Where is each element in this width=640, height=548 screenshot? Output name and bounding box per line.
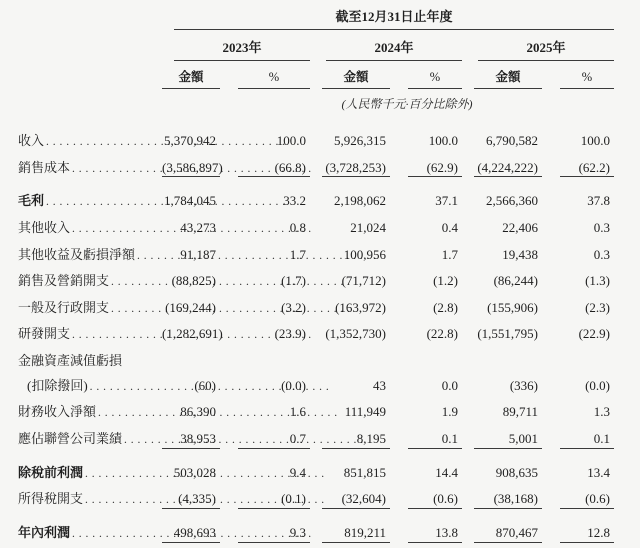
amount-cell: 5,926,315 xyxy=(334,133,386,148)
row-end-spacer xyxy=(614,454,640,487)
amount-cell: (336) xyxy=(509,377,538,393)
amount-cell: 8,195 xyxy=(310,426,390,454)
percent-cell: (1.3) xyxy=(585,273,611,289)
row-end-spacer xyxy=(614,215,640,242)
table-row xyxy=(0,155,640,183)
amount-cell: 43 xyxy=(373,377,386,393)
percent-cell xyxy=(390,348,462,373)
percent-cell: 1.7 xyxy=(289,246,306,262)
table-body xyxy=(0,128,640,548)
dot-leader xyxy=(137,248,377,262)
percent-cell: (0.6) xyxy=(390,486,462,514)
percent-cell: (0.6) xyxy=(542,486,614,514)
year-header-2023 xyxy=(150,30,310,61)
amount-cell: (71,712) xyxy=(341,273,386,289)
amount-cell: 2,566,360 xyxy=(486,193,538,209)
percent-cell: (62.9) xyxy=(390,155,462,183)
percent-cell: 0.1 xyxy=(390,426,462,454)
row-label: 除稅前利潤 . . . xyxy=(0,454,150,485)
row-end-spacer xyxy=(614,128,640,155)
amount-cell xyxy=(150,348,220,373)
percent-cell: 13.8 xyxy=(390,514,462,548)
amount-cell: 870,467 xyxy=(462,514,542,548)
amount-cell: (86,244) xyxy=(493,273,538,289)
year-header-2024 xyxy=(310,30,462,61)
amount-cell: (38,168) xyxy=(462,486,542,514)
amount-cell: 89,711 xyxy=(502,404,538,420)
percent-cell: 12.8 xyxy=(542,514,614,548)
table-row xyxy=(0,182,640,215)
amount-cell: (155,906) xyxy=(487,299,538,315)
row-label: 應佔聯營公司業績 . . . xyxy=(0,426,150,451)
amount-cell xyxy=(462,348,542,373)
income-statement-table xyxy=(0,2,640,548)
row-label: 研發開支 . . . xyxy=(0,321,150,346)
amount-cell: 819,211 xyxy=(310,514,390,548)
row-end-spacer xyxy=(614,155,640,183)
percent-cell: (0.0) xyxy=(585,377,611,393)
row-label: 銷售成本 . . . xyxy=(0,155,150,180)
year-label: 2023年 xyxy=(222,40,262,55)
amount-cell: 43,273 xyxy=(180,219,216,235)
period-header xyxy=(150,2,614,30)
row-label: 金融資產減值虧損 xyxy=(18,353,123,369)
percent-column-header: % xyxy=(390,61,462,89)
table-row xyxy=(0,348,640,373)
amount-cell: 5,001 xyxy=(462,426,542,454)
percent-cell: (66.8) xyxy=(220,155,310,183)
amount-cell: (88,825) xyxy=(171,273,216,289)
table-row xyxy=(0,215,640,242)
amount-cell: 2,198,062 xyxy=(334,193,386,209)
row-label: 收入 . . . xyxy=(0,128,150,153)
amount-cell: (3,586,897) xyxy=(150,155,220,183)
percent-cell: 100.0 xyxy=(276,133,306,148)
amount-cell: 100,956 xyxy=(343,246,386,262)
percent-cell: (23.9) xyxy=(274,326,306,342)
row-end-spacer xyxy=(614,295,640,322)
percent-cell: 37.1 xyxy=(435,193,458,209)
row-label: 年內利潤 . . . xyxy=(0,514,150,545)
percent-column-header: % xyxy=(220,61,310,89)
row-label: 銷售及營銷開支 . . . xyxy=(0,268,150,293)
percent-cell: 100.0 xyxy=(428,133,458,148)
period-header-row xyxy=(0,2,640,30)
row-end-spacer xyxy=(614,268,640,295)
amount-cell: (60) xyxy=(194,377,216,393)
row-label: 財務收入淨額 . . . xyxy=(0,399,150,424)
amount-cell: 19,438 xyxy=(502,246,538,262)
row-label: (扣除撥回) . . . xyxy=(0,373,150,398)
row-end-spacer xyxy=(614,321,640,348)
amount-cell: 498,693 xyxy=(150,514,220,548)
table-row xyxy=(0,242,640,269)
percent-cell: (0.0) xyxy=(281,377,306,393)
percent-cell: (1.7) xyxy=(281,273,306,289)
row-end-spacer xyxy=(614,242,640,269)
row-label: 毛利 . . . xyxy=(0,182,150,213)
row-label: 一般及行政開支 . . . xyxy=(0,295,150,320)
percent-cell: (1.2) xyxy=(433,273,458,289)
amount-cell: 1,784,045 xyxy=(164,193,216,209)
percent-cell: 0.4 xyxy=(441,219,458,235)
amount-cell: (4,335) xyxy=(150,486,220,514)
table-row xyxy=(0,454,640,487)
column-header-row xyxy=(0,61,640,89)
percent-cell: 0.3 xyxy=(593,246,611,262)
percent-cell: (3.2) xyxy=(281,299,306,315)
dot-leader xyxy=(124,432,364,446)
amount-cell: 86,390 xyxy=(180,404,216,420)
amount-column-header: 金額 xyxy=(462,61,542,89)
percent-cell: 33.2 xyxy=(283,193,306,209)
percent-cell: 1.9 xyxy=(441,404,458,420)
row-end-spacer xyxy=(614,514,640,548)
amount-cell: 21,024 xyxy=(350,219,386,235)
period-header-label: 截至12月31日止年度 xyxy=(335,9,453,24)
amount-cell: (32,604) xyxy=(310,486,390,514)
percent-cell: (0.1) xyxy=(220,486,310,514)
percent-cell: (62.2) xyxy=(542,155,614,183)
percent-column-header: % xyxy=(542,61,614,89)
percent-cell: (22.9) xyxy=(578,326,611,342)
amount-cell: 111,949 xyxy=(344,404,386,420)
year-header-row xyxy=(0,30,640,61)
row-label: 所得稅開支 . . . xyxy=(0,486,150,511)
amount-cell: (169,244) xyxy=(165,299,216,315)
table-row xyxy=(0,268,640,295)
financial-statement-page xyxy=(0,2,640,540)
table-row xyxy=(0,373,640,400)
percent-cell xyxy=(220,348,310,373)
year-label: 2025年 xyxy=(526,40,566,55)
table-row xyxy=(0,295,640,322)
percent-cell: 9.3 xyxy=(220,514,310,548)
amount-cell: 5,370,942 xyxy=(164,133,216,148)
percent-cell: (2.3) xyxy=(585,299,611,315)
row-end-spacer xyxy=(614,373,640,400)
currency-note: (人民幣千元·百分比除外) xyxy=(341,97,473,111)
percent-cell: 0.7 xyxy=(220,426,310,454)
percent-cell: 0.3 xyxy=(593,219,611,235)
percent-cell: 100.0 xyxy=(580,133,611,148)
amount-cell: 91,187 xyxy=(180,246,216,262)
row-end-spacer xyxy=(614,399,640,426)
amount-cell: (1,282,691) xyxy=(162,326,223,342)
currency-note-row xyxy=(0,89,640,128)
amount-cell: 6,790,582 xyxy=(486,133,538,148)
row-end-spacer xyxy=(614,426,640,454)
amount-cell: 851,815 xyxy=(343,464,386,480)
percent-cell: 37.8 xyxy=(587,193,611,209)
amount-column-header: 金額 xyxy=(310,61,390,89)
amount-cell: (1,551,795) xyxy=(477,326,538,342)
percent-cell: 1.6 xyxy=(289,404,306,420)
amount-cell xyxy=(310,348,390,373)
row-end-spacer xyxy=(614,486,640,514)
table-row xyxy=(0,514,640,548)
amount-cell: (1,352,730) xyxy=(325,326,386,342)
percent-cell: 13.4 xyxy=(587,464,611,480)
table-row xyxy=(0,128,640,155)
table-row xyxy=(0,321,640,348)
row-label: 其他收入 . . . xyxy=(0,215,150,240)
percent-cell: 14.4 xyxy=(435,464,458,480)
percent-cell: 0.1 xyxy=(542,426,614,454)
percent-cell: 0.0 xyxy=(441,377,458,393)
percent-cell: 1.7 xyxy=(441,246,458,262)
row-end-spacer xyxy=(614,182,640,215)
year-label: 2024年 xyxy=(374,40,414,55)
dot-leader xyxy=(111,301,351,315)
amount-cell: 22,406 xyxy=(502,219,538,235)
dot-leader xyxy=(111,274,351,288)
percent-cell: 0.8 xyxy=(289,219,306,235)
amount-column-header: 金額 xyxy=(150,61,220,89)
table-row xyxy=(0,426,640,454)
header-spacer xyxy=(0,2,150,30)
amount-cell: (163,972) xyxy=(335,299,386,315)
amount-cell: 38,953 xyxy=(150,426,220,454)
amount-cell: (3,728,253) xyxy=(310,155,390,183)
table-row xyxy=(0,399,640,426)
percent-cell: 9.4 xyxy=(289,464,306,480)
percent-cell: (2.8) xyxy=(433,299,458,315)
table-row xyxy=(0,486,640,514)
percent-cell xyxy=(542,348,614,373)
year-header-2025 xyxy=(462,30,614,61)
amount-cell: 908,635 xyxy=(495,464,538,480)
percent-cell: 1.3 xyxy=(593,404,611,420)
row-end-spacer xyxy=(614,348,640,373)
amount-cell: (4,224,222) xyxy=(462,155,542,183)
amount-cell: 503,028 xyxy=(173,464,216,480)
row-label: 其他收益及虧損淨額 . . . xyxy=(0,242,150,267)
percent-cell: (22.8) xyxy=(426,326,458,342)
